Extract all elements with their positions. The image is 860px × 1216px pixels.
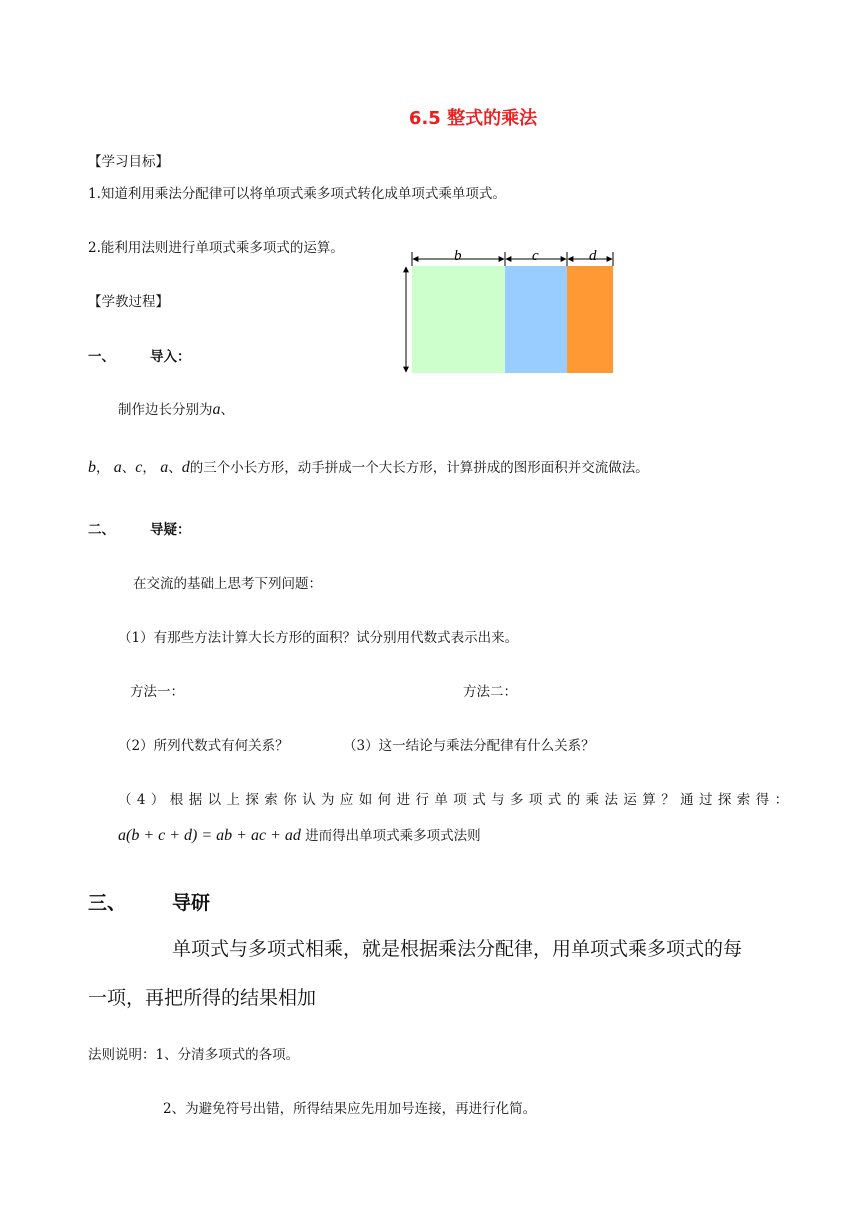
question-3: （3）这一结论与乘法分配律有什么关系？ — [343, 738, 595, 754]
part3-label: 导研 — [172, 892, 211, 914]
goal-1: 1.知道利用乘法分配律可以将单项式乘多项式转化成单项式乘单项式。 — [88, 186, 506, 202]
goal-2: 2.能利用法则进行单项式乘多项式的运算。 — [88, 240, 344, 256]
formula-line — [118, 824, 481, 845]
label-d: d — [589, 248, 597, 264]
rect-d — [567, 266, 613, 373]
part2-number: 二、 — [88, 522, 115, 538]
explain-1: 法则说明：1、分清多项式的各项。 — [88, 1047, 300, 1063]
rectangles-figure — [398, 246, 618, 378]
explain-2: 2、为避免符号出错，所得结果应先用加号连接，再进行化简。 — [163, 1101, 537, 1117]
intro-line-2: b， a、c， a、d的三个小长方形，动手拼成一个大长方形，计算拼成的图形面积并交流做法。 — [88, 459, 649, 476]
intro-line-1: 制作边长分别为a、 — [118, 401, 234, 418]
method-2: 方法二： — [463, 684, 517, 700]
question-4: （4）根据以上探索你认为应如何进行单项式与多项式的乘法运算？通过探索得： — [118, 792, 794, 808]
section-goals-heading: 【学习目标】 — [88, 154, 169, 170]
part3-number: 三、 — [88, 892, 127, 914]
distributive-formula: a(b + c + d) = ab + ac + ad — [118, 827, 301, 844]
formula-tail: 进而得出单项式乘多项式法则 — [305, 828, 481, 844]
rect-c — [505, 266, 567, 373]
question-1: （1）有那些方法计算大长方形的面积？试分别用代数式表示出来。 — [118, 630, 519, 646]
rule-line-1: 单项式与多项式相乘，就是根据乘法分配律，用单项式乘多项式的每 — [172, 938, 743, 960]
rule-line-2: 一项，再把所得的结果相加 — [88, 987, 317, 1009]
label-b: b — [454, 248, 462, 264]
rect-b — [412, 266, 505, 373]
part1-number: 一、 — [88, 349, 115, 365]
label-c: c — [532, 248, 539, 264]
question-2: （2）所列代数式有何关系？ — [118, 738, 289, 754]
think-prompt: 在交流的基础上思考下列问题： — [133, 576, 322, 592]
section-process-heading: 【学教过程】 — [88, 294, 169, 310]
part2-label: 导疑： — [150, 522, 191, 538]
part1-label: 导入： — [150, 349, 191, 365]
page-title: 6.5 整式的乘法 — [408, 108, 538, 129]
method-1: 方法一： — [130, 684, 184, 700]
